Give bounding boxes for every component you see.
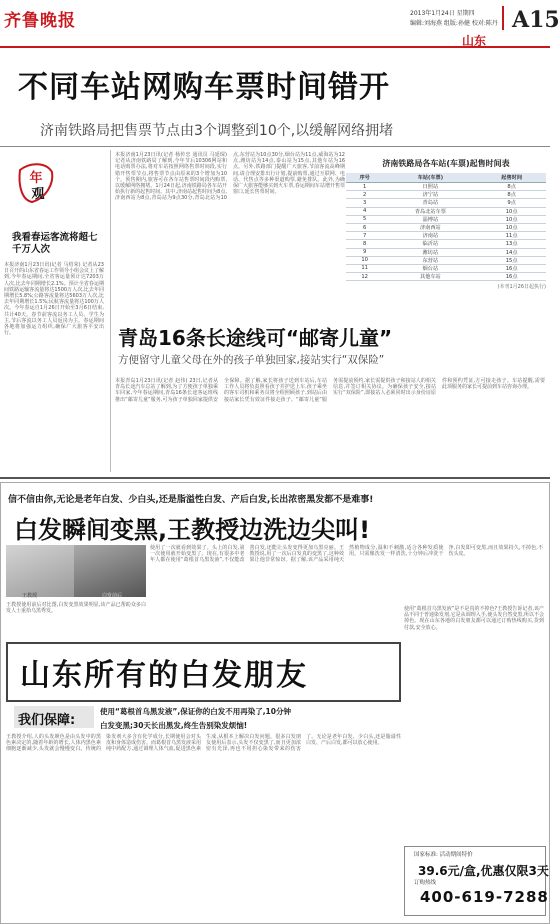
table-row — [346, 248, 546, 256]
table-cell: 淄博站 — [383, 215, 477, 223]
masthead-divider — [502, 6, 504, 30]
price-label: 国家标准: 活动期间特价 — [414, 852, 473, 858]
newspaper-logo: 齐鲁晚报 — [4, 11, 76, 31]
table-cell: 15点 — [477, 256, 546, 264]
table-row — [346, 223, 546, 231]
page-number: A15 — [512, 7, 560, 33]
table-cell: 11 — [346, 264, 383, 272]
table-cell: 16点 — [477, 264, 546, 272]
story2-headline: 青岛16条长途线可“邮寄儿童” — [118, 326, 393, 350]
table-header: 起售时间 — [477, 173, 546, 183]
table-cell: 烟台站 — [383, 264, 477, 272]
guarantee-label: 我们保障: — [18, 713, 76, 728]
section-label: 山东 — [462, 34, 487, 48]
table-grid — [346, 173, 546, 281]
ad-tagline: 信不信由你,无论是老年白发、少白头,还是脂溢性白发、产后白发,长出浓密黑发都不是难事! — [8, 495, 374, 505]
table-cell: 10点 — [477, 207, 546, 215]
lead-headline: 不同车站网购车票时间错开 — [18, 70, 390, 105]
guarantee-line: 白发变黑;30天长出黑发,终生告别染发烦恼! — [100, 721, 248, 730]
table-cell: 14点 — [477, 248, 546, 256]
table-cell: 2 — [346, 191, 383, 199]
photo-caption: 白发前后 — [102, 593, 123, 599]
ad-side-body: 使用“葛根首乌黑发液”是不是真的不掉色?王教授告诉记者,该产品不同于普通染发剂,它是从调理入手,使头发自然变黑,所以不会掉色。现在山东各地的白发朋友都可以通过订购热线购买,货到付款,安全放心。 — [404, 606, 544, 631]
hair-photo — [74, 545, 146, 597]
photo-caption: 王教授 — [22, 593, 38, 599]
table-header: 车站(车票) — [383, 173, 477, 183]
badge-bottom: 观 — [31, 187, 45, 202]
hotline-label: 订购热线 — [414, 880, 437, 886]
table-row — [346, 240, 546, 248]
table-cell: 9 — [346, 248, 383, 256]
column-title: 我看春运客流将超七千万人次 — [12, 232, 98, 255]
table-cell: 青岛北站车票 — [383, 207, 477, 215]
story2-subheadline: 方便留守儿童父母在外的孩子单独回家,接站实行“双保险” — [118, 354, 385, 366]
lead-body: 本报济南1月23日讯(记者 杨传忠 通讯员 马延琛) 记者从济南铁路局了解到,今年节后10306网站和电话购票办法,将对车站按照网络售票时间段,实行错开售票节点,将售票节点由原来的3个增加为10个。预售期内,旅客可在各车站售票时间段内购票,以缓解网络拥堵。1月24日起,济南铁路局各车站开始执行新的起售时间。其中,济南站起售时间为8点,济南西站为8点,青岛站为9点30分,青岛北站为10点,东营站为10点30分,烟台站为11点,威海站为12点,潍坊站为14点,泰山站为15点,其他车站为16点。另外,铁路部门提醒广大旅客,节前客流高峰期间,请合理安排出行计划,提前购票,通过互联网、电话、代售点等多种渠道购票,避免排队。此外,为确保广大旅客能够买到火车票,春运期间车站增开售票窗口,延长售票时间。 — [115, 152, 345, 202]
table-row — [346, 199, 546, 207]
story2-body: 本报青岛1月23日讯(记者 赵伟) 23日,记者从青岛长途汽车总站了解到,为了方便孩子单独乘车回家,今年春运期间,青岛16条长途客运班线推出“邮寄儿童”服务,可为孩子单独回家提供安全保障。据了解,家长将孩子送到车站后,车站工作人员将负责照看孩子并护送上车,孩子乘坐的客车司机和乘务员将全程照顾孩子,到站后由接站家长凭有效证件接走孩子。“邮寄儿童”服务需提前预约,家长需提供孩子和接站人的相关信息,并签订相关协议。为确保孩子安全,接站实行“双保险”,即接站人必须同时出示身份证原件和预约凭证,方可接走孩子。车站提醒,需要此项服务的家长可提前到车站咨询办理。 — [115, 378, 545, 403]
table-cell: 10点 — [477, 215, 546, 223]
table-row — [346, 264, 546, 272]
table-cell: 7 — [346, 232, 383, 240]
table-cell: 其他车站 — [383, 273, 477, 281]
ad-headline: 白发瞬间变黑,王教授边洗边尖叫! — [14, 516, 371, 544]
table-cell: 日照站 — [383, 183, 477, 191]
table-row — [346, 191, 546, 199]
table-cell: 5 — [346, 215, 383, 223]
table-cell: 东营站 — [383, 256, 477, 264]
table-cell: 13点 — [477, 240, 546, 248]
table-cell: 济宁站 — [383, 191, 477, 199]
table-cell: 11点 — [477, 232, 546, 240]
price: 39.6元/盒,优惠仅限3天 — [418, 864, 549, 878]
table-cell: 9点 — [477, 199, 546, 207]
table-title: 济南铁路局各车站(车票)起售时间表 — [382, 159, 510, 168]
editor-credits: 编辑:刘海燕 组版:孙健 校对:陈丹 — [410, 20, 498, 27]
ad-headline2: 山东所有的白发朋友 — [20, 658, 308, 693]
table-cell: 潍坊站 — [383, 248, 477, 256]
table-cell: 临沂站 — [383, 240, 477, 248]
table-row — [346, 232, 546, 240]
lead-subheadline: 济南铁路局把售票节点由3个调整到10个,以缓解网络拥堵 — [40, 123, 394, 139]
table-cell: 济南站 — [383, 232, 477, 240]
divider — [0, 146, 550, 147]
table-row — [346, 256, 546, 264]
table-cell: 8 — [346, 240, 383, 248]
badge-top: 年 — [29, 171, 43, 186]
ad-body: 王教授介绍,人的头发颜色是由头发中的黑色素决定的,随着年龄的增长,人体内黑色素细胞逐渐减少,头发就会慢慢变白。传统的染发剂大多含有化学成分,长期使用会对头皮和身体造成伤害。而葛根首乌黑发液采用纯中药配方,通过调理人体气血,促进黑色素生成,从根本上解决白发问题。很多白发朋友使用后表示,头发不仅变黑了,而且更加浓密有光泽,再也不用担心染发带来的伤害了。无论是老年白发、少白头,还是脂溢性白发、产后白发,都可以放心使用。 — [6, 734, 401, 753]
table-cell: 10点 — [477, 223, 546, 231]
table-cell: 青岛站 — [383, 199, 477, 207]
table-note: (本刊1月26日起执行) — [497, 284, 546, 291]
table-cell: 8点 — [477, 191, 546, 199]
hotline-phone[interactable]: 400-619-7288 — [420, 888, 549, 906]
table-row — [346, 215, 546, 223]
divider — [0, 477, 550, 479]
table-cell: 1 — [346, 183, 383, 191]
table-cell: 16点 — [477, 273, 546, 281]
column-divider — [110, 150, 111, 472]
table-cell: 12 — [346, 273, 383, 281]
table-cell: 济南西站 — [383, 223, 477, 231]
column-body: 本报济南1月23日讯(记者 马绍荣) 记者从23日召开的山东省春运工作领导小组会议上了解到,今年春运期间,全省客运量预计达7203万人次,比去年同期增长2.1%。预计全省春运期间铁路运输客流量将达1500万人次,比去年同期增长5.8%;公路客流量将达5603万人次,比去年同期增长1.5%;民航客流量将达100万人次。今年春运自1月26日开始至3月6日结束,共计40天。春节前客流以务工人员、学生为主,节后客流以务工人员返岗为主。春运期间各地将加强运力组织,确保广大旅客平安出行。 — [4, 262, 105, 337]
table-cell: 6 — [346, 223, 383, 231]
table-cell: 3 — [346, 199, 383, 207]
observation-badge-icon — [16, 160, 56, 206]
table-cell: 8点 — [477, 183, 546, 191]
table-row — [346, 183, 546, 191]
ad-body: 使用了一次就看到效果了。头上的白发,第一次使用就开始变黑了。现在,有很多中老年人都在使用“葛根首乌黑发液”,不仅能改善白发,还能让头发变得更加乌黑亮丽。王教授说,用了一次后白发真的变黑了,这种效果让他非常惊讶。据了解,该产品采用纯天然植物成分,温和不刺激,适合各种发质使用。只需像洗发一样清洗,十分钟后冲洗干净,白发即可变黑,而且效果持久,不掉色,不伤头皮。 — [150, 545, 543, 564]
issue-date: 2013年1月24日 星期四 — [410, 10, 475, 17]
table-cell: 4 — [346, 207, 383, 215]
table-cell: 10 — [346, 256, 383, 264]
departure-time-table — [346, 152, 546, 290]
table-row — [346, 273, 546, 281]
ad-photo-note: 王教授使用前后对比图,白发变黑效果明显,该产品已帮助众多白发人士重拾乌黑秀发。 — [6, 602, 146, 615]
professor-photo — [6, 545, 74, 597]
table-row — [346, 207, 546, 215]
table-header: 序号 — [346, 173, 383, 183]
guarantee-line: 使用“葛根首乌黑发液”,保证你的白发不用再染了,10分钟 — [100, 707, 291, 716]
